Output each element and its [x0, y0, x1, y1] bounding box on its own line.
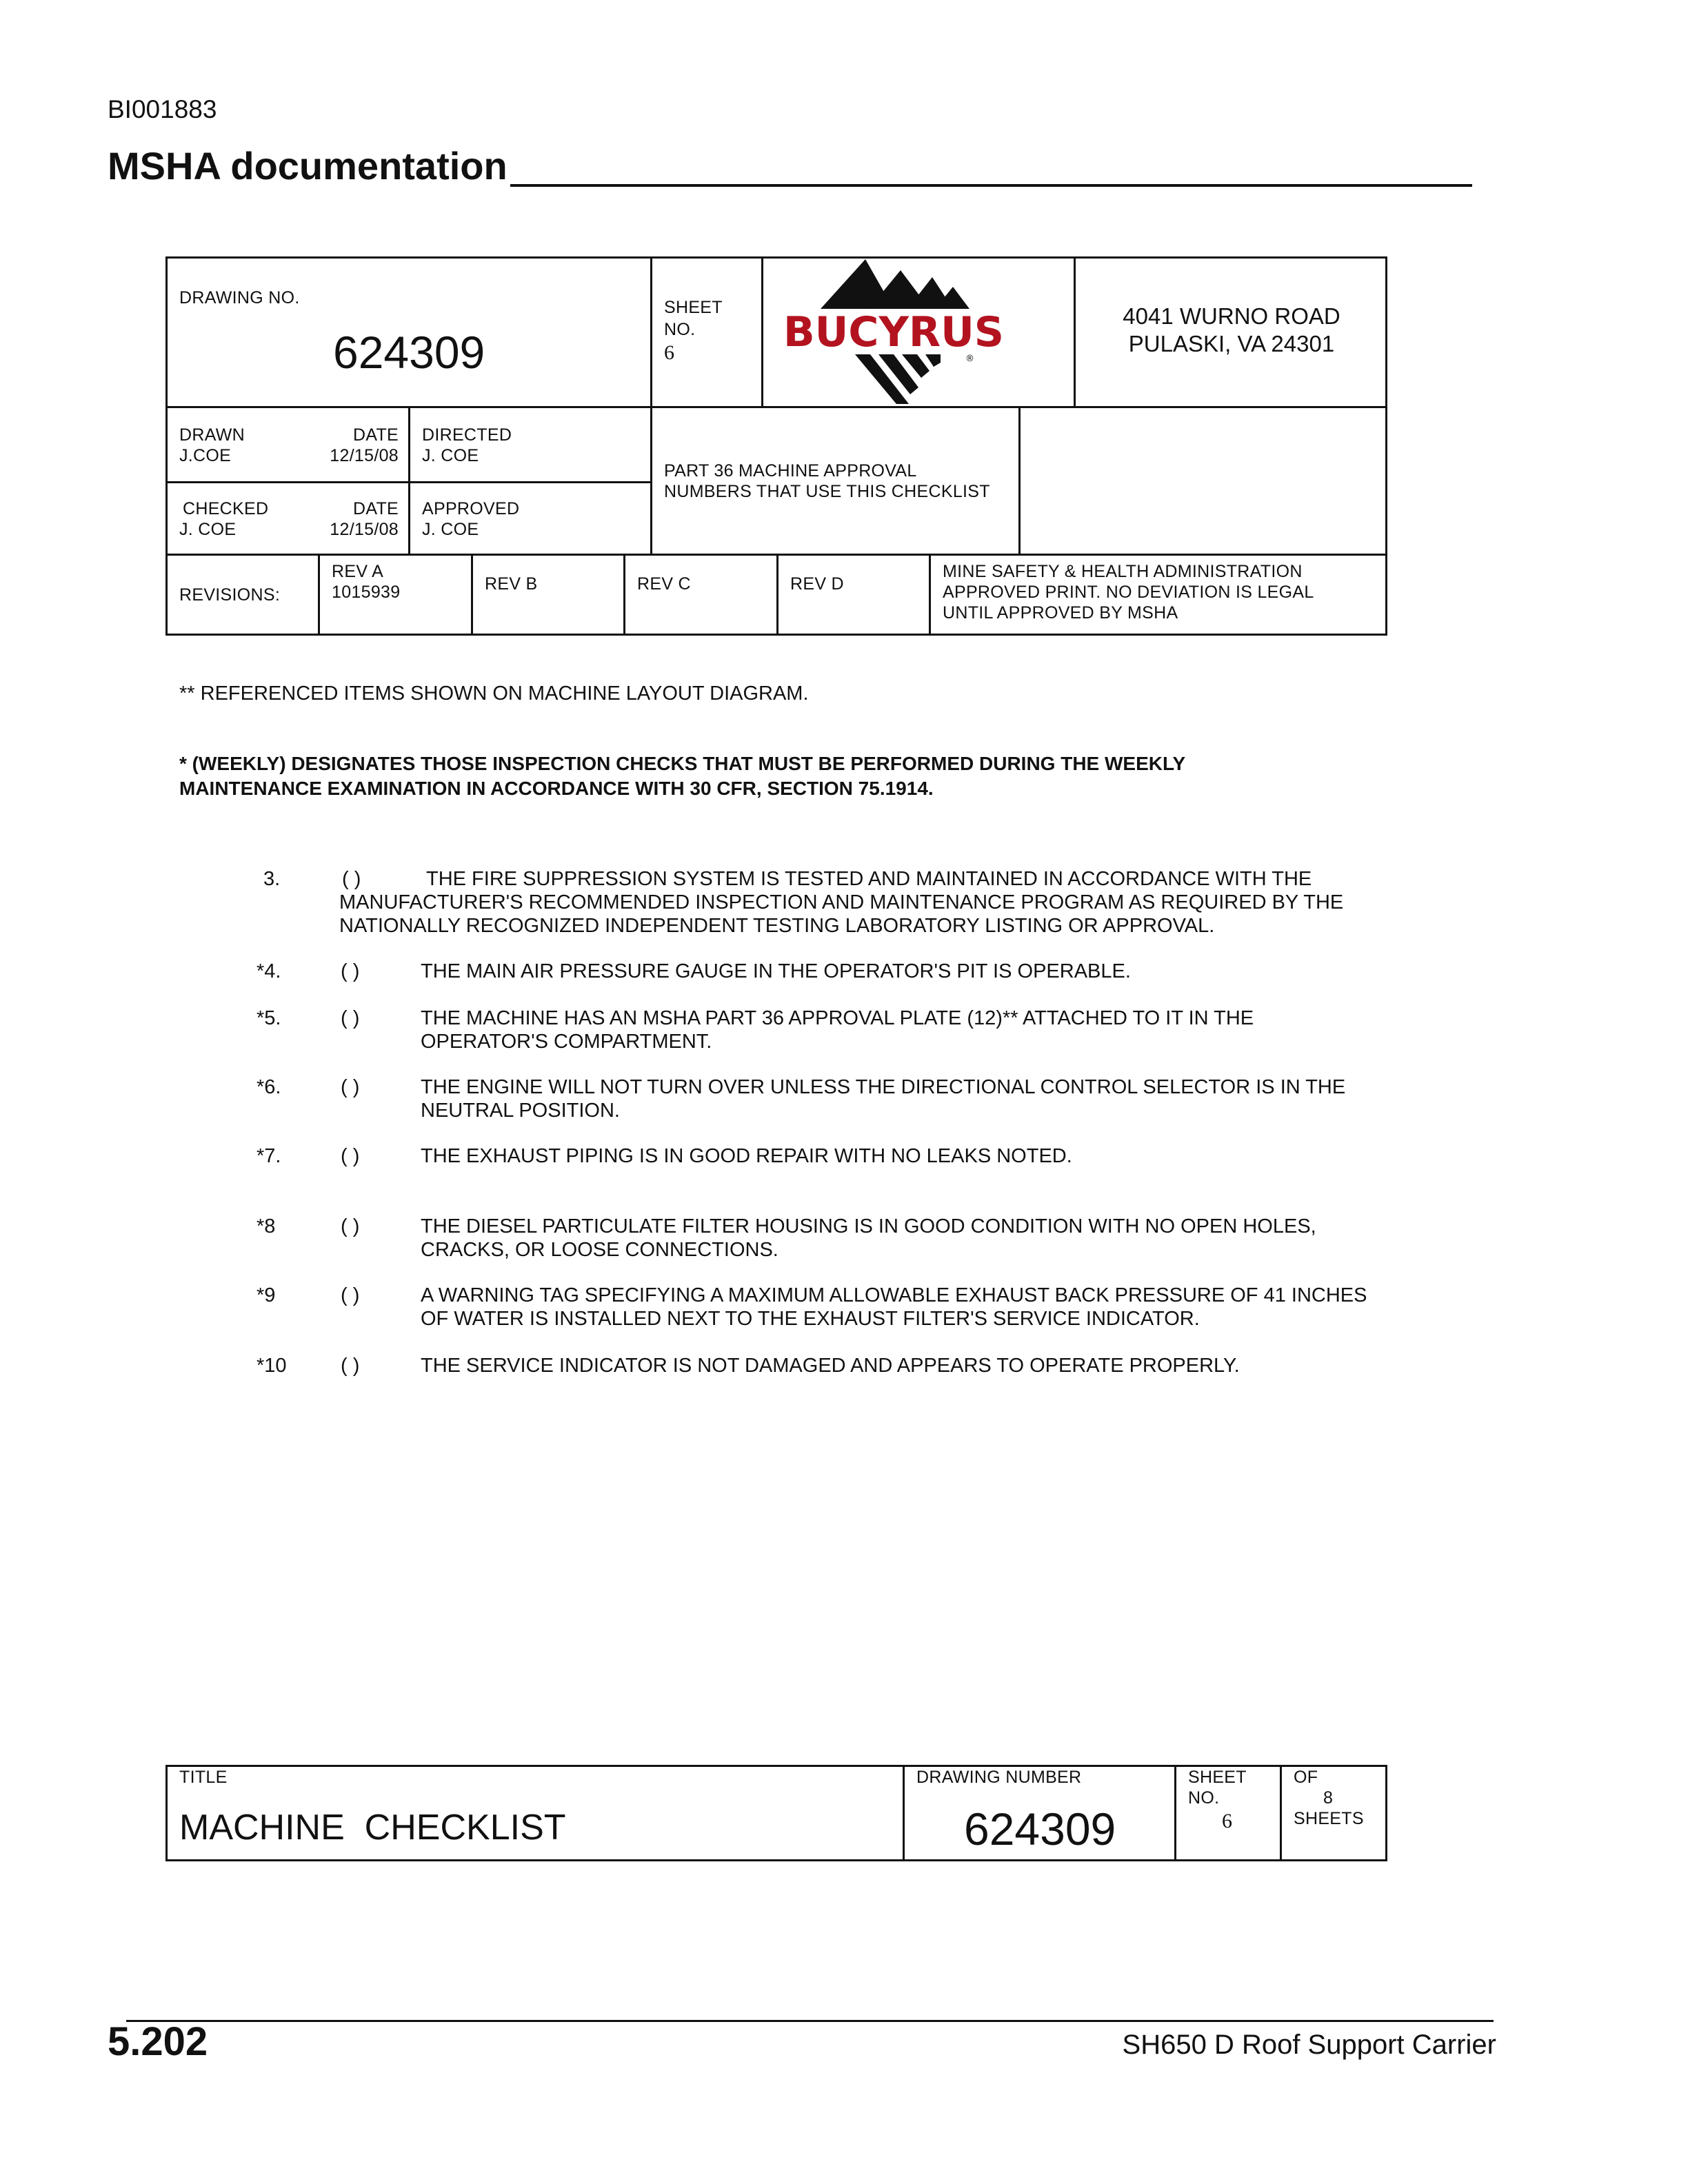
bottom-sheet-no-label: NO. — [1188, 1788, 1220, 1808]
sheets-label: SHEETS — [1294, 1809, 1364, 1828]
checklist-item — [257, 1284, 1649, 1333]
directed-cell — [408, 406, 652, 483]
part36-line-2: NUMBERS THAT USE THIS CHECKLIST — [664, 482, 990, 501]
sheet-no-value: 6 — [664, 341, 674, 364]
item-number: 3. — [263, 868, 281, 890]
item-checkbox[interactable]: ( ) — [341, 1145, 360, 1167]
title-value: MACHINE CHECKLIST — [179, 1808, 566, 1848]
item-text-line-1: THE EXHAUST PIPING IS IN GOOD REPAIR WITH NO LEAKS NOTED. — [421, 1145, 1072, 1167]
of-value: 8 — [1323, 1788, 1334, 1808]
item-text-line-1: A WARNING TAG SPECIFYING A MAXIMUM ALLOWABLE EXHAUST BACK PRESSURE OF 41 INCHES — [421, 1284, 1367, 1306]
section-title: MSHA documentation — [108, 144, 508, 188]
item-text-line-1: THE MAIN AIR PRESSURE GAUGE IN THE OPERATOR'S PIT IS OPERABLE. — [421, 960, 1131, 982]
item-number: *7. — [257, 1145, 281, 1167]
title-label: TITLE — [179, 1768, 228, 1787]
of-sheets-cell — [1280, 1765, 1387, 1861]
checked-date-label: DATE — [352, 499, 399, 518]
revisions-label: REVISIONS: — [179, 585, 281, 605]
bucyrus-logo — [772, 259, 1015, 405]
item-text-line-1: THE FIRE SUPPRESSION SYSTEM IS TESTED AND MAINTAINED IN ACCORDANCE WITH THE — [426, 868, 1312, 890]
svg-text:®: ® — [965, 354, 974, 364]
checked-label: CHECKED — [183, 499, 269, 518]
document-name: SH650 D Roof Support Carrier — [1122, 2030, 1496, 2060]
rev-d-label: REV D — [790, 574, 844, 594]
part36-cell — [650, 406, 1021, 556]
msha-line-1: MINE SAFETY & HEALTH ADMINISTRATION — [943, 562, 1303, 581]
msha-line-3: UNTIL APPROVED BY MSHA — [943, 603, 1178, 623]
item-checkbox[interactable]: ( ) — [341, 1284, 360, 1306]
footer-rule — [126, 2020, 1494, 2022]
bottom-sheet-cell — [1174, 1765, 1282, 1861]
note-referenced-items: ** REFERENCED ITEMS SHOWN ON MACHINE LAYOUT DIAGRAM. — [179, 682, 809, 705]
rev-b-label: REV B — [485, 574, 538, 594]
drawing-number-label: DRAWING NUMBER — [916, 1768, 1082, 1787]
item-text-line-1: THE DIESEL PARTICULATE FILTER HOUSING IS IN GOOD CONDITION WITH NO OPEN HOLES, — [421, 1215, 1316, 1237]
address-cell — [1074, 256, 1387, 408]
checked-cell — [165, 481, 410, 556]
checklist-item — [257, 1354, 1649, 1382]
checklist-item — [257, 1075, 1649, 1125]
drawing-no-value: 624309 — [333, 327, 485, 378]
document-id: BI001883 — [108, 95, 217, 123]
item-text-line-1: THE MACHINE HAS AN MSHA PART 36 APPROVAL PLATE (12)** ATTACHED TO IT IN THE — [421, 1007, 1254, 1029]
bottom-sheet-label: SHEET — [1188, 1768, 1247, 1787]
item-checkbox[interactable]: ( ) — [341, 960, 360, 982]
item-checkbox[interactable]: ( ) — [341, 1007, 360, 1029]
item-checkbox[interactable]: ( ) — [342, 868, 361, 890]
item-text-line-2: MANUFACTURER'S RECOMMENDED INSPECTION AND MAINTENANCE PROGRAM AS REQUIRED BY THE — [339, 891, 1344, 913]
note-weekly-line-2: MAINTENANCE EXAMINATION IN ACCORDANCE WITH 30 CFR, SECTION 75.1914. — [179, 778, 934, 799]
item-text-line-2: CRACKS, OR LOOSE CONNECTIONS. — [421, 1239, 778, 1261]
rev-c-label: REV C — [637, 574, 691, 594]
rev-a-cell — [318, 554, 473, 636]
item-text-line-2: NEUTRAL POSITION. — [421, 1100, 620, 1122]
checklist-item — [257, 1144, 1649, 1172]
item-number: *9 — [257, 1284, 276, 1306]
drawing-number-cell — [903, 1765, 1176, 1861]
item-checkbox[interactable]: ( ) — [341, 1355, 360, 1377]
approved-label: APPROVED — [422, 499, 520, 518]
item-text-line-1: THE SERVICE INDICATOR IS NOT DAMAGED AND APPEARS TO OPERATE PROPERLY. — [421, 1355, 1240, 1377]
bottom-title-block — [165, 1765, 1387, 1861]
sheet-no-cell — [650, 256, 763, 408]
item-number: *4. — [257, 960, 281, 982]
item-number: *6. — [257, 1076, 281, 1098]
note-weekly-line-1: * (WEEKLY) DESIGNATES THOSE INSPECTION CHECKS THAT MUST BE PERFORMED DURING THE WEEKLY — [179, 753, 1186, 774]
checked-date: 12/15/08 — [330, 520, 399, 539]
checklist-item — [261, 867, 1654, 943]
item-text-line-2: OF WATER IS INSTALLED NEXT TO THE EXHAUST FILTER'S SERVICE INDICATOR. — [421, 1308, 1200, 1330]
directed-by: J. COE — [422, 446, 479, 465]
drawing-number-value: 624309 — [964, 1803, 1116, 1854]
msha-approval-cell — [929, 554, 1387, 636]
drawn-by: J.COE — [179, 446, 232, 465]
address-line-1: 4041 WURNO ROAD — [1123, 303, 1340, 329]
rev-a-value: 1015939 — [332, 583, 401, 602]
bucyrus-logo-icon — [772, 259, 1015, 405]
approval-numbers-cell — [1018, 406, 1387, 556]
drawing-no-label: DRAWING NO. — [179, 288, 300, 307]
item-text-line-3: NATIONALLY RECOGNIZED INDEPENDENT TESTING LABORATORY LISTING OR APPROVAL. — [339, 915, 1215, 937]
sheet-no-label: NO. — [664, 320, 696, 339]
item-number: *8 — [257, 1215, 276, 1237]
bucyrus-wordmark: BUCYRUS — [783, 308, 1005, 356]
page-number: 5.202 — [108, 2019, 208, 2064]
item-number: *5. — [257, 1007, 281, 1029]
checklist-item — [257, 960, 1649, 987]
drawing-no-cell — [165, 256, 652, 408]
rev-a-label: REV A — [332, 562, 384, 581]
checklist-item — [257, 1215, 1649, 1264]
drawn-date-label: DATE — [352, 425, 399, 445]
item-text-line-1: THE ENGINE WILL NOT TURN OVER UNLESS THE DIRECTIONAL CONTROL SELECTOR IS IN THE — [421, 1076, 1346, 1098]
address-line-2: PULASKI, VA 24301 — [1128, 331, 1335, 356]
checked-by: J. COE — [179, 520, 237, 539]
sheet-label: SHEET — [664, 298, 723, 317]
approved-cell — [408, 481, 652, 556]
item-text-line-2: OPERATOR'S COMPARTMENT. — [421, 1031, 712, 1053]
revisions-cell — [165, 554, 320, 636]
directed-label: DIRECTED — [422, 425, 512, 445]
msha-line-2: APPROVED PRINT. NO DEVIATION IS LEGAL — [943, 583, 1314, 602]
item-checkbox[interactable]: ( ) — [341, 1215, 360, 1237]
drawn-label: DRAWN — [179, 425, 245, 445]
rev-b-cell — [471, 554, 625, 636]
approved-by: J. COE — [422, 520, 479, 539]
section-title-rule — [510, 184, 1472, 187]
of-label: OF — [1294, 1768, 1318, 1787]
rev-c-cell — [623, 554, 778, 636]
part36-line-1: PART 36 MACHINE APPROVAL — [664, 461, 917, 481]
drawn-date: 12/15/08 — [330, 446, 399, 465]
rev-d-cell — [776, 554, 931, 636]
checklist-item — [257, 1007, 1649, 1056]
item-checkbox[interactable]: ( ) — [341, 1076, 360, 1098]
drawn-cell — [165, 406, 410, 483]
title-cell — [165, 1765, 905, 1861]
bottom-sheet-no-value: 6 — [1222, 1810, 1232, 1832]
item-number: *10 — [257, 1355, 287, 1377]
